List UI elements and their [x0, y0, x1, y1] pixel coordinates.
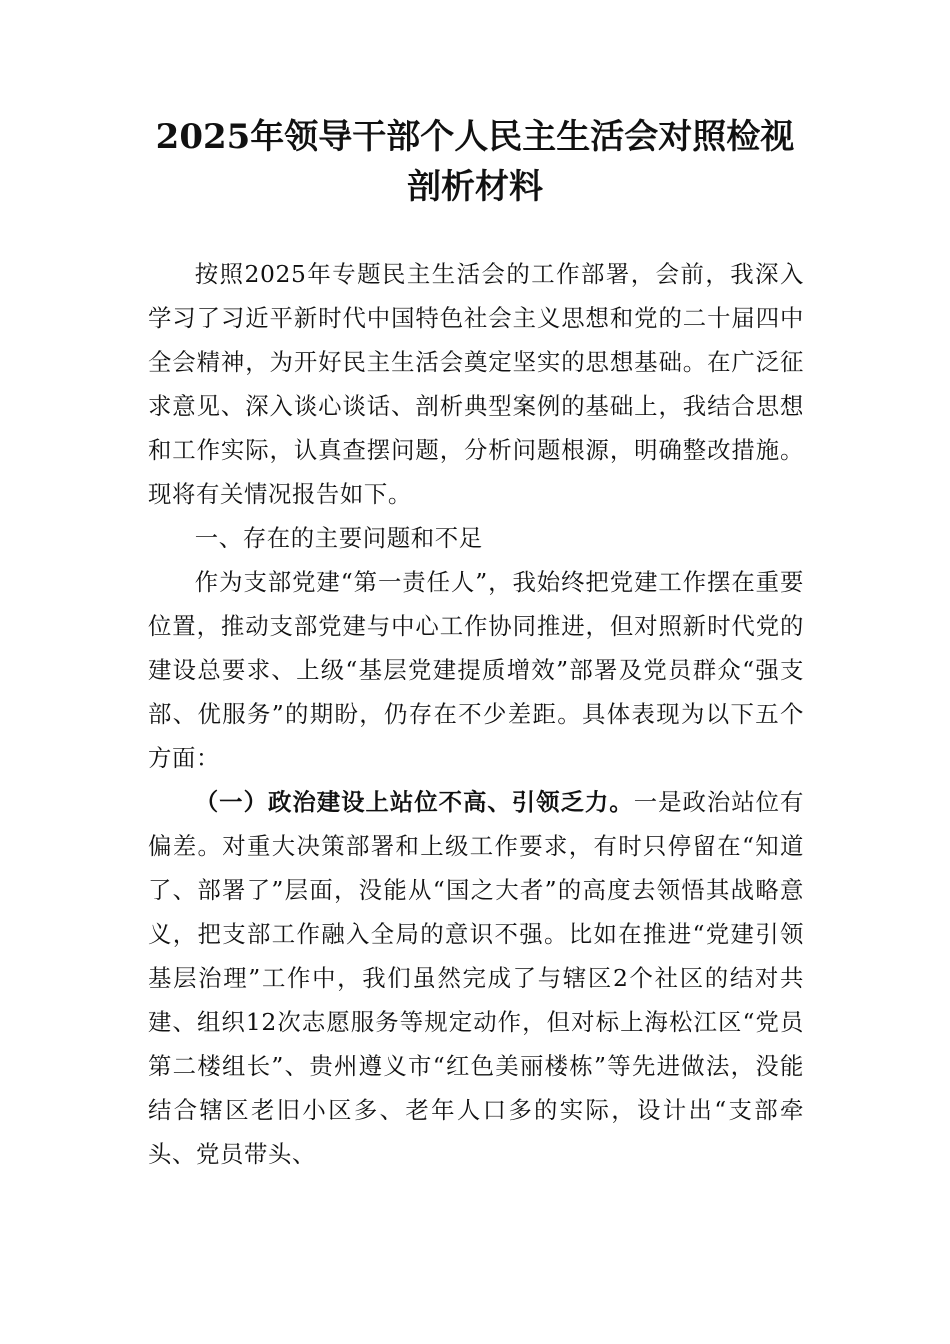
intro-paragraph: 按照2025年专题民主生活会的工作部署，会前，我深入学习了习近平新时代中国特色社会主义思想和党的二十届四中全会精神，为开好民主生活会奠定坚实的思想基础。在广泛征求意见、深入谈心谈话、剖析典型案例的基础上，我结合思想和工作实际，认真查摆问题，分析问题根源，明确整改措施。现将有关情况报告如下。 [148, 260, 804, 508]
subsection-1-lead: （一）政治建设上站位不高、引领乏力。 [194, 788, 634, 816]
document-title [120, 112, 830, 212]
section-1-heading: 一、存在的主要问题和不足 [194, 524, 483, 552]
subsection-1-text: 一是政治站位有偏差。对重大决策部署和上级工作要求，有时只停留在“知道了、部署了”层面，没能从“国之大者”的高度去领悟其战略意义，把支部工作融入全局的意识不强。比如在推进“党建引领基层治理”工作中，我们虽然完成了与辖区2个社区的结对共建、组织12次志愿服务等规定动作，但对标上海松江区“党员第二楼组长”、贵州遵义市“红色美丽楼栋”等先进做法，没能结合辖区老旧小区多、老年人口多的实际，设计出“支部牵头、党员带头、 [148, 788, 804, 1168]
document-body [148, 252, 804, 1176]
title-line-2: 剖析材料 [407, 167, 543, 207]
section-1-paragraph: 作为支部党建“第一责任人”，我始终把党建工作摆在重要位置，推动支部党建与中心工作协同推进，但对照新时代党的建设总要求、上级“基层党建提质增效”部署及党员群众“强支部、优服务”的期盼，仍存在不少差距。具体表现为以下五个方面： [148, 568, 804, 772]
title-line-1: 2025年领导干部个人民主生活会对照检视 [155, 117, 795, 157]
subsection-1-paragraph [148, 780, 804, 1176]
